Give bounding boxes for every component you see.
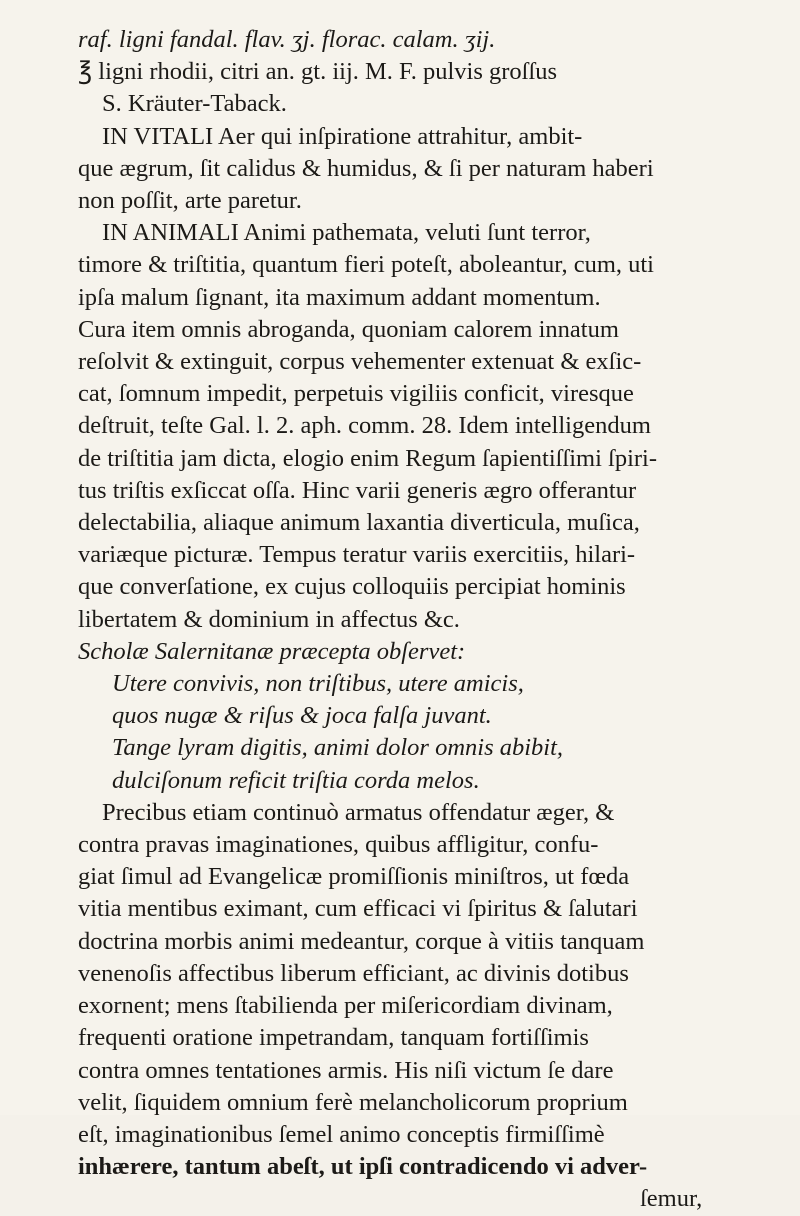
text-line: raf. ligni fandal. flav. ʒj. florac. calam. ʒij. xyxy=(78,26,496,53)
text-block xyxy=(40,24,780,1216)
text-line: eſt, imaginationibus ſemel animo conceptis firmiſſimè xyxy=(78,1120,605,1148)
text-line: deſtruit, teſte Gal. l. 2. aph. comm. 28. Idem intelligendum xyxy=(78,412,651,440)
text-line: Precibus etiam continuò armatus offendatur æger, & xyxy=(102,798,615,826)
text-line: contra omnes tentationes armis. His niſi victum ſe dare xyxy=(78,1056,614,1084)
verse-line: Utere convivis, non triſtibus, utere amicis, xyxy=(112,670,524,698)
text-line: libertatem & dominium in affectus &c. xyxy=(78,605,460,633)
text-line: velit, ſiquidem omnium ferè melancholicorum proprium xyxy=(78,1088,628,1116)
text-line: que ægrum, ſit calidus & humidus, & ſi per naturam haberi xyxy=(78,154,654,182)
text-line: inhærere, tantum abeſt, ut ipſi contradicendo vi adver- xyxy=(78,1153,648,1181)
text-line: reſolvit & extinguit, corpus vehementer extenuat & exſic- xyxy=(78,348,642,376)
text-line: S. Kräuter-Taback. xyxy=(102,90,287,118)
text-line: cat, ſomnum impedit, perpetuis vigiliis conficit, viresque xyxy=(78,380,634,408)
text-line: variæque picturæ. Tempus teratur variis exercitiis, hilari- xyxy=(78,541,636,569)
verse-line: dulciſonum reficit triſtia corda melos. xyxy=(112,766,480,794)
text-line: doctrina morbis animi medeantur, corque à vitiis tanquam xyxy=(78,927,645,955)
text-line: tus triſtis exſiccat oſſa. Hinc varii generis ægro offerantur xyxy=(78,476,637,504)
text-line: Cura item omnis abroganda, quoniam calorem innatum xyxy=(78,315,619,343)
text-line: ℥ ligni rhodii, citri an. gt. iij. M. F. pulvis groſſus xyxy=(78,58,558,86)
text-line: que converſatione, ex cujus colloquiis percipiat hominis xyxy=(78,573,626,601)
catchword: ſemur, xyxy=(640,1185,703,1213)
verse-line: Tange lyram digitis, animi dolor omnis abibit, xyxy=(112,734,564,762)
text-line: delectabilia, aliaque animum laxantia diverticula, muſica, xyxy=(78,509,640,537)
text-line: de triſtitia jam dicta, elogio enim Regum ſapientiſſimi ſpiri- xyxy=(78,444,658,472)
text-line: Scholæ Salernitanæ præcepta obſervet: xyxy=(78,637,466,665)
text-line: exornent; mens ſtabilienda per miſericordiam divinam, xyxy=(78,992,613,1020)
verse-line: quos nugæ & riſus & joca falſa juvant. xyxy=(112,702,492,730)
text-line: frequenti oratione impetrandam, tanquam fortiſſimis xyxy=(78,1024,589,1052)
text-line: venenoſis affectibus liberum efficiant, ac divinis dotibus xyxy=(78,959,629,987)
text-line: giat ſimul ad Evangelicæ promiſſionis miniſtros, ut fœda xyxy=(78,863,630,891)
text-line: ipſa malum ſignant, ita maximum addant momentum. xyxy=(78,283,601,311)
text-line: IN VITALI Aer qui inſpiratione attrahitur, ambit- xyxy=(102,122,583,150)
text-line: non poſſit, arte paretur. xyxy=(78,187,302,215)
text-line: IN ANIMALI Animi pathemata, veluti ſunt terror, xyxy=(102,219,591,247)
text-line: contra pravas imaginationes, quibus affligitur, confu- xyxy=(78,831,599,859)
text-line: vitia mentibus eximant, cum efficaci vi ſpiritus & ſalutari xyxy=(78,895,638,923)
text-line: timore & triſtitia, quantum fieri poteſt, aboleantur, cum, uti xyxy=(78,251,654,279)
